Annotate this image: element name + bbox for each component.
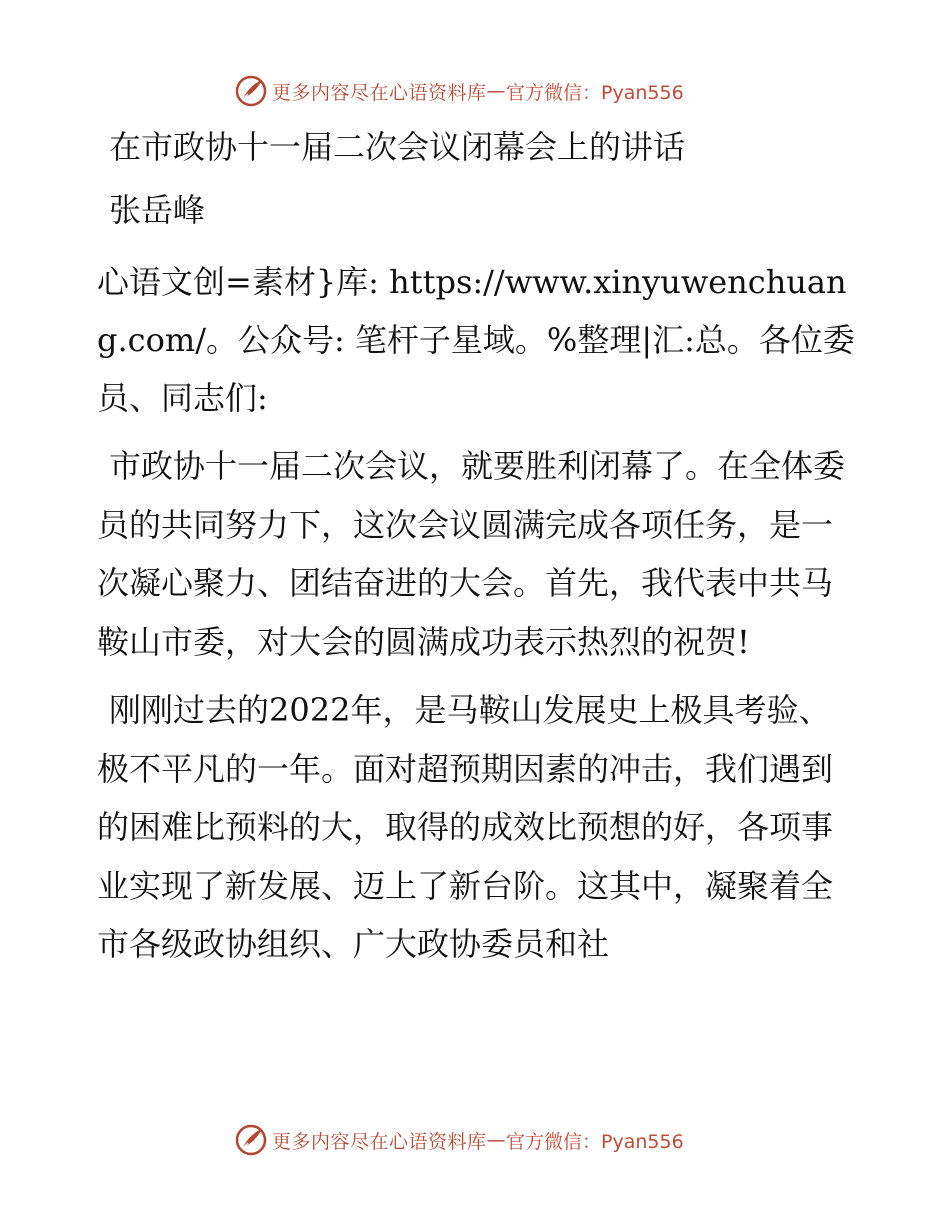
header-banner-text: 更多内容尽在心语资料库 bbox=[272, 81, 487, 104]
document-body bbox=[97, 118, 857, 974]
footer-banner bbox=[234, 1122, 684, 1158]
header-banner-separator: — bbox=[486, 80, 507, 102]
header-banner bbox=[234, 73, 684, 109]
header-banner-contact: 官方微信：Pyan556 bbox=[506, 81, 684, 104]
document-intro bbox=[97, 253, 857, 427]
footer-banner-contact: 官方微信：Pyan556 bbox=[506, 1130, 684, 1153]
footer-banner-separator: — bbox=[486, 1129, 507, 1151]
footer-banner-text: 更多内容尽在心语资料库 bbox=[272, 1130, 487, 1153]
document-paragraph-1: 市政协十一届二次会议，就要胜利闭幕了。在全体委员的共同努力下，这次会议圆满完成各项任务，是一次凝心聚力、团结奋进的大会。首先，我代表中共马鞍山市委，对大会的圆满成功表示热烈的祝贺! bbox=[97, 447, 846, 661]
quill-pen-icon bbox=[234, 1123, 268, 1157]
document-title: 在市政协十一届二次会议闭幕会上的讲话 bbox=[109, 128, 686, 166]
document-paragraph-2: 刚刚过去的2022年，是马鞍山发展史上极具考验、极不平凡的一年。面对超预期因素的冲击，我们遇到的困难比预料的大，取得的成效比预想的好，各项事业实现了新发展、迈上了新台阶。这其中，凝聚着全市各级政协组织、广大政协委员和社 bbox=[97, 691, 834, 963]
intro-text: 心语文创=素材}库: https://www.xinyuwenchuang.com/。公众号: 笔杆子星域。%整理|汇:总。各位委员、同志们: bbox=[97, 263, 855, 417]
quill-pen-icon bbox=[234, 74, 268, 108]
document-author: 张岳峰 bbox=[109, 190, 206, 229]
